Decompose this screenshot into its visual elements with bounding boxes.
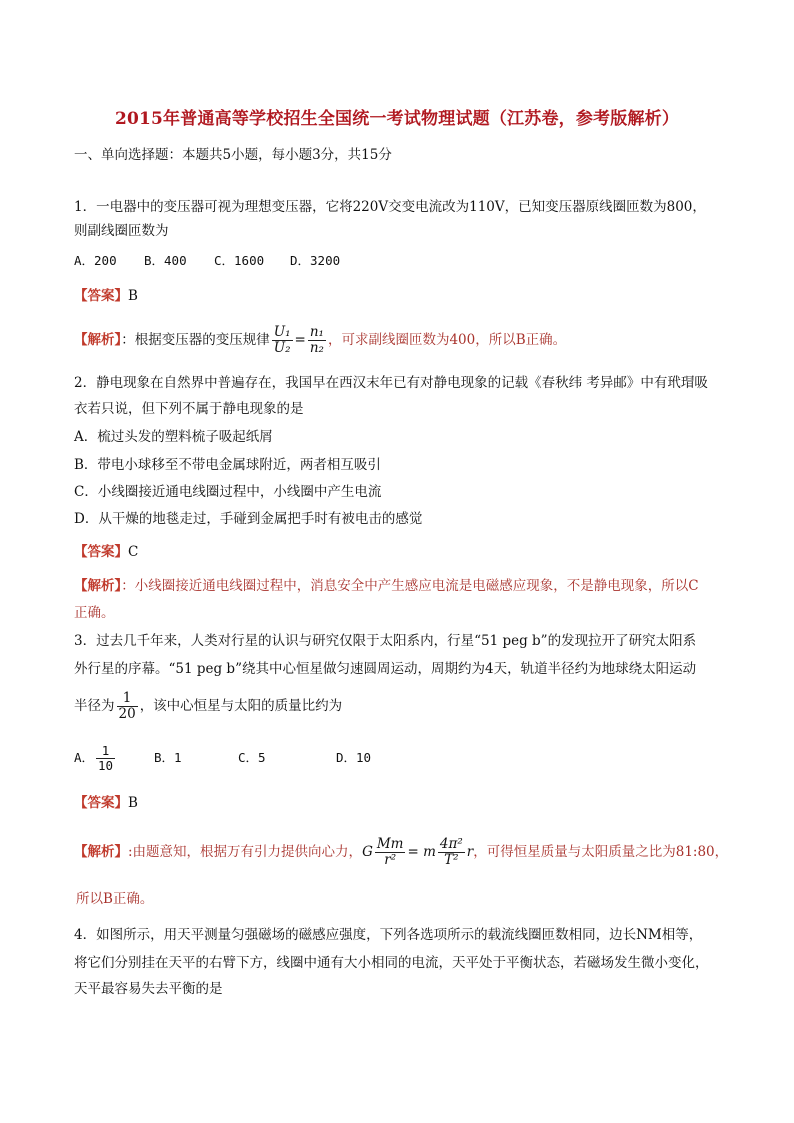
q2-option-a: A．梳过头发的塑料梳子吸起纸屑 xyxy=(74,429,273,445)
q3-analysis-line1 xyxy=(74,832,728,872)
q1-analysis-text-end: ，所以B正确。 xyxy=(475,332,567,348)
q2-analysis-tag: 【解析】 xyxy=(74,578,122,594)
q3-option-a: A． $\frac{1}{10}$ xyxy=(74,743,114,773)
q1-option-b: B．400 xyxy=(144,253,187,268)
q1-answer-value: B xyxy=(128,288,138,304)
q3-option-c: C．5 xyxy=(238,750,266,765)
q3-stem-line2: 外行星的序幕。“51 peg b”绕其中心恒星做匀速圆周运动，周期约为4天，轨道半径约为地球绕太阳运动 xyxy=(74,661,697,677)
q3-stem-line3-post: ，该中心恒星与太阳的质量比约为 xyxy=(139,698,343,714)
q2-answer-tag: 【答案】 xyxy=(74,544,128,560)
q3-analysis-text-end: ， xyxy=(714,844,729,860)
q1-equals: = xyxy=(294,332,306,348)
q2-analysis-line2: 正确。 xyxy=(74,605,115,621)
q3-option-b: B．1 xyxy=(154,750,182,765)
q2-answer-value: C xyxy=(128,544,139,560)
q3-analysis-text-pre: :由题意知，根据万有引力提供向心力， xyxy=(128,844,363,860)
q4-stem-line1: 4．如图所示，用天平测量匀强磁场的磁感应强度，下列各选项所示的载流线圈匝数相同，边长NM相等， xyxy=(74,927,703,943)
q1-fraction-turns: $\frac{\text{n₁}}{\text{n₂}}$ xyxy=(309,324,324,356)
q2-stem-line2: 衣若只说，但下列不属于静电现象的是 xyxy=(74,401,304,417)
q4-stem-line3: 天平最容易失去平衡的是 xyxy=(74,981,223,997)
q4-stem-line2: 将它们分别挂在天平的右臂下方，线圈中通有大小相同的电流，天平处于平衡状态，若磁场发生微小变化， xyxy=(74,955,709,971)
q3-answer-value: B xyxy=(128,795,138,811)
q3-fraction-radius: $\frac{1}{20}$ xyxy=(118,690,136,722)
q3-analysis-value: 81:80 xyxy=(675,844,715,860)
q1-answer xyxy=(74,287,138,305)
section-heading: 一、单向选择题：本题共5小题，每小题3分，共15分 xyxy=(74,147,392,163)
q2-option-b: B．带电小球移至不带电金属球附近，两者相互吸引 xyxy=(74,457,381,473)
q1-analysis-value: 400 xyxy=(449,332,476,348)
q2-stem-line1: 2．静电现象在自然界中普遍存在，我国早在西汉末年已有对静电现象的记载《春秋纬 考异邮》中有玳瑁吸 xyxy=(74,375,708,391)
q1-option-d: D．3200 xyxy=(290,253,341,268)
q3-answer-tag: 【答案】 xyxy=(74,795,128,811)
q3-formula-mid: = m xyxy=(407,844,436,860)
q3-analysis-text-post: ，可得恒星质量与太阳质量之比为 xyxy=(473,844,676,860)
q1-analysis-text-pre: ：根据变压器的变压规律 xyxy=(121,332,270,348)
q3-answer xyxy=(74,794,138,812)
q3-analysis-tag: 【解析】 xyxy=(74,844,128,860)
q1-options xyxy=(74,252,340,270)
q3-stem-line1: 3．过去几千年来，人类对行星的认识与研究仅限于太阳系内，行星“51 peg b”的发现拉开了研究太阳系 xyxy=(74,633,697,649)
q2-analysis-text: ：小线圈接近通电线圈过程中，消息安全中产生感应电流是电磁感应现象，不是静电现象，所以C xyxy=(121,578,699,594)
q1-answer-tag: 【答案】 xyxy=(74,288,128,304)
q2-analysis-line1 xyxy=(74,577,699,595)
q1-fraction-voltage: $\frac{\text{U₁}}{\text{U₂}}$ xyxy=(273,324,291,356)
q3-formula-g: G xyxy=(362,844,373,860)
q3-analysis-line2: 所以B正确。 xyxy=(76,891,154,907)
q1-option-c: C．1600 xyxy=(214,253,265,268)
q1-analysis-tag: 【解析】 xyxy=(74,332,122,348)
q1-stem-line1: 1．一电器中的变压器可视为理想变压器，它将220V交变电流改为110V，已知变压器原线圈匝数为800， xyxy=(74,199,706,215)
q3-formula-gravity: $\frac{Mm}{\text{r²}}$ xyxy=(376,836,404,868)
q2-option-d: D．从干燥的地毯走过，手碰到金属把手时有被电击的感觉 xyxy=(74,511,423,527)
q3-option-a-fraction: $\frac{1}{10}$ xyxy=(98,743,114,773)
q1-stem-line2: 则副线圈匝数为 xyxy=(74,223,169,239)
q1-analysis xyxy=(74,320,566,360)
q1-analysis-text-mid: ，可求副线圈匝数为 xyxy=(327,332,450,348)
q3-formula-r: r xyxy=(466,844,474,860)
q2-option-c: C．小线圈接近通电线圈过程中，小线圈中产生电流 xyxy=(74,484,382,500)
q3-options xyxy=(74,738,371,778)
page-title: 2015年普通高等学校招生全国统一考试物理试题（江苏卷，参考版解析） xyxy=(114,109,680,129)
q3-stem-line3-pre: 半径为 xyxy=(74,698,115,714)
q3-formula-centripetal: $\frac{\text{4π²}}{\text{T²}}$ xyxy=(439,836,463,868)
q3-stem-line3 xyxy=(74,686,342,726)
q1-option-a: A．200 xyxy=(74,253,117,268)
q3-option-d: D．10 xyxy=(336,750,372,765)
q2-answer xyxy=(74,543,138,561)
